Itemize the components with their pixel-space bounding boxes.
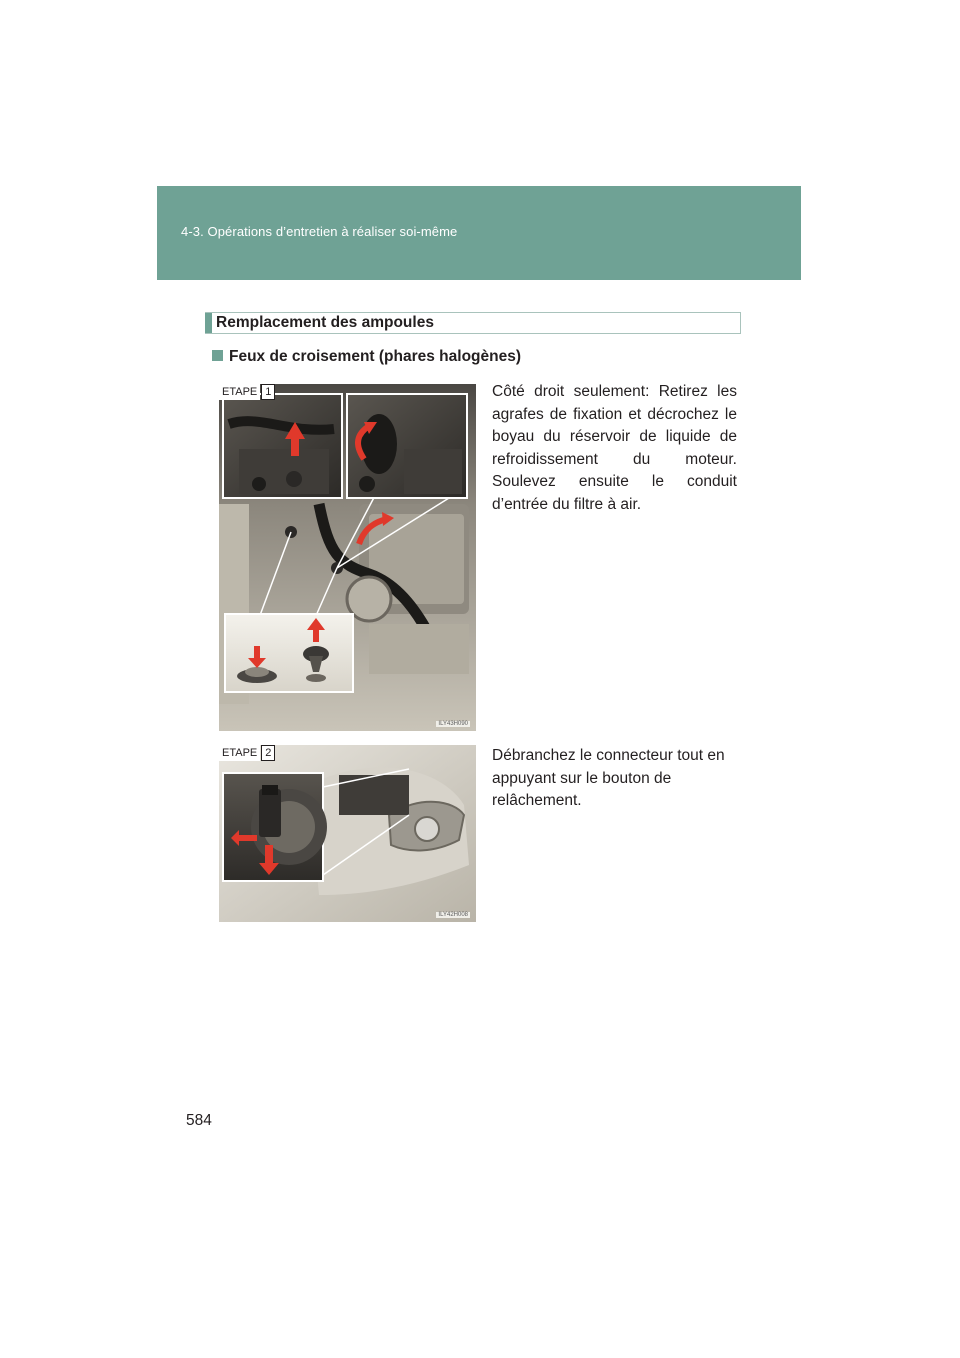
headlight-illustration [219, 745, 476, 922]
step-label-word: ETAPE [219, 384, 260, 400]
chapter-header-title: 4-3. Opérations d’entretien à réaliser soi-même [181, 224, 458, 239]
chapter-header-band [157, 186, 801, 280]
square-bullet-icon [212, 350, 223, 361]
subsection-title: Feux de croisement (phares halogènes) [229, 348, 522, 365]
step-2-label [219, 745, 275, 761]
figure-code: ILY42H008 [438, 912, 468, 918]
step-number: 1 [261, 384, 275, 400]
section-title-bar [205, 312, 741, 334]
step-1-label [219, 384, 275, 400]
subsection-heading [212, 348, 521, 366]
figure-code: ILY43H090 [438, 721, 468, 727]
step-number: 2 [261, 745, 275, 761]
section-accent [205, 313, 212, 333]
section-title: Remplacement des ampoules [216, 314, 434, 331]
engine-bay-illustration [219, 384, 476, 731]
step-1-text: Côté droit seulement: Retirez les agrafes de fixation et décrochez le boyau du réservoir de liquide de refroidissement du moteur. Soulevez ensuite le conduit d’entrée du filtre à air. [492, 383, 737, 513]
step-2-illustration [219, 745, 476, 922]
page-number: 584 [186, 1112, 212, 1129]
step-label-word: ETAPE [219, 745, 260, 761]
step-2-text: Débranchez le connecteur tout en appuyant sur le bouton de relâchement. [492, 747, 725, 809]
step-1-illustration [219, 384, 476, 731]
